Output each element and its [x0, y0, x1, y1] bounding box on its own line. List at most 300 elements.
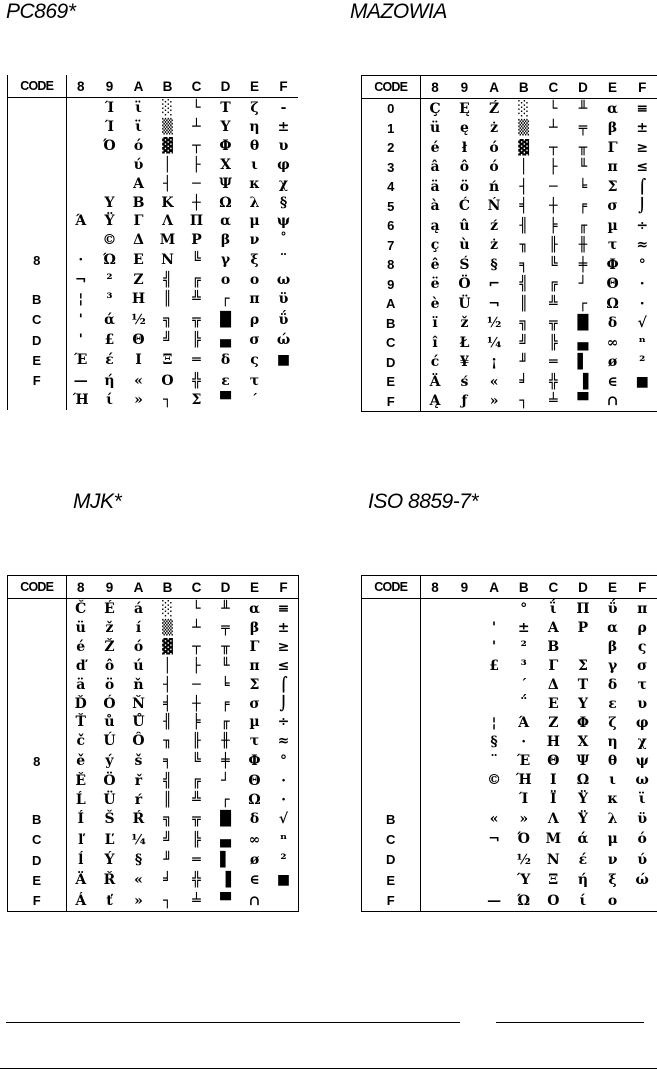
- char-cell: ░: [162, 600, 173, 617]
- char-cell: έ: [578, 851, 588, 868]
- char-cell: ≤: [277, 657, 290, 674]
- char-cell: Α: [133, 175, 144, 192]
- char-cell: └: [192, 600, 201, 617]
- char-cell: ┐: [163, 892, 172, 909]
- char-cell: ▓: [518, 139, 530, 156]
- char-cell: ±: [277, 118, 290, 135]
- table-row: [8, 675, 298, 694]
- char-cell: Ô: [132, 733, 145, 750]
- table-row: [8, 637, 298, 656]
- char-cell: ─: [549, 178, 558, 195]
- row-label: [8, 193, 66, 212]
- char-cell: ╙: [221, 657, 230, 674]
- char-cell: Γ: [133, 213, 144, 230]
- char-cell: Π: [576, 600, 590, 617]
- char-cell: [66, 174, 95, 193]
- table-row: [8, 713, 298, 732]
- char-cell: ę: [459, 120, 469, 137]
- char-cell: ς: [637, 638, 647, 655]
- char-cell: ΰ: [607, 600, 618, 617]
- char-cell: ¬: [488, 831, 500, 848]
- column-header: 9: [450, 76, 480, 99]
- table-row: [362, 870, 657, 890]
- char-cell: ─: [192, 676, 201, 693]
- char-cell: ÷: [277, 714, 290, 731]
- char-cell: Σ: [577, 657, 588, 674]
- table-row: [8, 809, 298, 829]
- char-cell: ┐: [163, 392, 172, 409]
- char-cell: [66, 117, 95, 136]
- table-row: [362, 599, 657, 619]
- char-cell: ύ: [133, 156, 144, 173]
- char-cell: π: [607, 159, 618, 176]
- char-cell: ╓: [578, 217, 588, 234]
- char-cell: Ο: [547, 892, 560, 909]
- char-cell: Ç: [429, 100, 441, 117]
- char-cell: √: [278, 811, 289, 828]
- table-row: [8, 330, 298, 350]
- code-table-mjk: [7, 575, 299, 912]
- char-cell: ≥: [277, 638, 290, 655]
- char-cell: Σ: [249, 676, 260, 693]
- row-label: 4: [362, 177, 420, 196]
- char-cell: [479, 850, 509, 870]
- char-cell: [450, 733, 480, 752]
- char-cell: [66, 155, 95, 174]
- char-cell: ║: [163, 291, 172, 308]
- char-cell: γ: [607, 657, 618, 674]
- char-cell: Ć: [458, 198, 471, 215]
- table-row: [362, 618, 657, 637]
- row-label: B: [8, 289, 66, 309]
- char-cell: ╥: [578, 139, 588, 156]
- row-label: [8, 174, 66, 193]
- table-row: [362, 352, 657, 371]
- char-cell: ╣: [519, 276, 528, 293]
- char-cell: ύ: [637, 851, 648, 868]
- char-cell: ⌠: [638, 178, 647, 195]
- char-cell: ┤: [163, 676, 172, 693]
- code-table-mazowia: [361, 75, 657, 412]
- char-cell: ù: [459, 237, 470, 254]
- char-cell: [450, 771, 480, 790]
- row-label: [8, 790, 66, 809]
- char-cell: Έ: [517, 753, 531, 770]
- char-cell: ¬: [74, 271, 87, 288]
- char-cell: [269, 891, 298, 911]
- char-cell: Ń: [487, 198, 501, 215]
- char-cell: Ά: [518, 715, 530, 732]
- char-cell: ╧: [549, 393, 558, 410]
- code-header: CODE: [8, 576, 66, 599]
- char-cell: è: [430, 295, 440, 312]
- char-cell: Τ: [577, 676, 589, 693]
- row-label: [8, 117, 66, 136]
- char-cell: [66, 193, 95, 212]
- char-cell: Ä: [75, 872, 87, 889]
- char-cell: Ή: [72, 392, 89, 409]
- title-mazowia: MAZOWIA: [350, 0, 447, 23]
- char-cell: [420, 850, 450, 870]
- char-cell: ·: [281, 791, 286, 808]
- char-cell: [66, 136, 95, 155]
- code-table-iso8859-7: [361, 575, 657, 912]
- char-cell: Ś: [459, 256, 470, 273]
- table-row: [8, 136, 298, 155]
- char-cell: ∈: [249, 872, 260, 889]
- table-row: [362, 637, 657, 656]
- char-cell: ö: [104, 676, 115, 693]
- table-row: [362, 158, 657, 177]
- char-cell: «: [134, 872, 143, 889]
- column-header: F: [269, 75, 298, 98]
- char-cell: ': [78, 311, 83, 328]
- char-cell: Ŕ: [132, 811, 145, 828]
- row-label: 3: [362, 158, 420, 177]
- char-cell: ΐ: [549, 600, 557, 617]
- char-cell: Á: [75, 892, 87, 909]
- char-cell: υ: [637, 696, 648, 713]
- char-cell: Č: [75, 600, 87, 617]
- char-cell: Ό: [103, 137, 116, 154]
- char-cell: π: [249, 657, 260, 674]
- char-cell: Σ: [191, 392, 202, 409]
- column-header: F: [627, 576, 657, 599]
- char-cell: ┌: [221, 791, 230, 808]
- row-label: A: [362, 294, 420, 313]
- char-cell: ς: [250, 352, 259, 369]
- char-cell: ρ: [637, 619, 647, 636]
- row-label: F: [362, 391, 420, 411]
- table-row: [362, 675, 657, 694]
- char-cell: ╘: [221, 676, 230, 693]
- char-cell: ╛: [163, 872, 172, 889]
- char-cell: ο: [607, 892, 618, 909]
- char-cell: ╝: [163, 332, 172, 349]
- char-cell: τ: [637, 676, 647, 693]
- column-header: 8: [66, 75, 95, 98]
- char-cell: β: [607, 638, 618, 655]
- table-row: [8, 656, 298, 675]
- table-row: [8, 751, 298, 771]
- char-cell: ´: [251, 392, 258, 409]
- column-header: 9: [95, 576, 124, 599]
- table-row: [362, 809, 657, 829]
- char-cell: μ: [607, 831, 618, 848]
- column-header: E: [598, 576, 628, 599]
- char-cell: ±: [517, 619, 530, 636]
- char-cell: ├: [549, 159, 558, 176]
- row-label: 8: [8, 250, 66, 270]
- column-header: E: [240, 75, 269, 98]
- column-header: B: [153, 75, 182, 98]
- char-cell: [450, 752, 480, 771]
- char-cell: ζ: [608, 715, 617, 732]
- char-cell: ▄: [220, 332, 231, 349]
- char-cell: ή: [104, 372, 115, 389]
- column-header: C: [182, 576, 211, 599]
- char-cell: φ: [635, 715, 649, 732]
- table-row: [8, 212, 298, 231]
- char-cell: č: [76, 733, 86, 750]
- char-cell: Φ: [576, 715, 590, 732]
- column-header: 8: [420, 576, 450, 599]
- table-row: [362, 829, 657, 849]
- char-cell: ξ: [608, 872, 617, 889]
- char-cell: ╗: [163, 311, 172, 328]
- row-label: E: [362, 372, 420, 391]
- column-header: A: [124, 75, 153, 98]
- char-cell: ┬: [549, 139, 558, 156]
- footer-rule-right: [496, 1022, 644, 1023]
- row-label: [8, 675, 66, 694]
- char-cell: █: [220, 811, 231, 828]
- char-cell: χ: [278, 175, 289, 192]
- char-cell: «: [489, 811, 499, 828]
- char-cell: ╓: [221, 714, 230, 731]
- char-cell: ž: [460, 315, 469, 332]
- char-cell: ϋ: [637, 811, 648, 828]
- char-cell: ╦: [192, 311, 201, 328]
- char-cell: ▌: [577, 354, 589, 371]
- char-cell: [420, 809, 450, 829]
- char-cell: ▀: [220, 892, 231, 909]
- char-cell: ╝: [163, 831, 172, 848]
- char-cell: ě: [76, 753, 86, 770]
- char-cell: [450, 829, 480, 849]
- char-cell: ┌: [578, 295, 588, 312]
- char-cell: ·: [521, 734, 527, 751]
- char-cell: ²: [520, 638, 527, 655]
- column-header: B: [509, 576, 539, 599]
- char-cell: é: [76, 638, 86, 655]
- char-cell: ▓: [162, 638, 173, 655]
- row-label: [8, 212, 66, 231]
- char-cell: Χ: [220, 156, 231, 173]
- char-cell: [420, 733, 450, 752]
- char-cell: τ: [249, 733, 260, 750]
- char-cell: ■: [276, 352, 291, 369]
- row-label: [362, 694, 420, 713]
- char-cell: ί: [579, 892, 587, 909]
- char-cell: ╝: [519, 334, 528, 351]
- char-cell: [450, 790, 480, 809]
- char-cell: ╚: [192, 753, 201, 770]
- table-row: [362, 99, 657, 119]
- char-cell: μ: [249, 213, 260, 230]
- row-label: D: [362, 850, 420, 870]
- char-cell: ╕: [519, 256, 528, 273]
- char-cell: Ó: [103, 695, 116, 712]
- table-row: [362, 372, 657, 391]
- char-cell: ╞: [192, 714, 201, 731]
- char-cell: ∞: [248, 831, 261, 848]
- row-label: [8, 155, 66, 174]
- column-header: E: [598, 76, 628, 99]
- char-cell: Ό: [517, 831, 530, 848]
- char-cell: ¨: [490, 753, 498, 770]
- char-cell: ω: [635, 772, 649, 789]
- row-label: B: [362, 313, 420, 332]
- char-cell: ╗: [163, 811, 172, 828]
- char-cell: ░: [162, 99, 173, 116]
- row-label: [362, 637, 420, 656]
- char-cell: §: [279, 194, 288, 211]
- char-cell: ľ: [78, 831, 84, 848]
- char-cell: -: [280, 99, 287, 116]
- char-cell: ú: [133, 657, 144, 674]
- row-label: [8, 713, 66, 732]
- char-cell: ▄: [577, 334, 589, 351]
- char-cell: ▒: [162, 619, 173, 636]
- char-cell: ⌠: [279, 676, 288, 693]
- char-cell: ╖: [519, 237, 528, 254]
- character-grid: [8, 576, 298, 911]
- row-label: [8, 771, 66, 790]
- char-cell: ó: [133, 638, 144, 655]
- char-cell: ▌: [220, 852, 231, 869]
- table-row: [362, 138, 657, 157]
- char-cell: Ο: [161, 372, 174, 389]
- char-cell: ν: [607, 851, 618, 868]
- char-cell: ┤: [163, 175, 172, 192]
- title-mjk: MJK*: [73, 490, 122, 513]
- char-cell: Ϋ: [104, 213, 115, 230]
- table-row: [8, 732, 298, 751]
- column-header: F: [627, 76, 657, 99]
- char-cell: ψ: [635, 753, 649, 770]
- char-cell: ¦: [78, 291, 84, 308]
- char-cell: Ι: [135, 352, 142, 369]
- char-cell: ╤: [221, 619, 230, 636]
- char-cell: Β: [547, 638, 560, 655]
- char-cell: ż: [490, 120, 499, 137]
- char-cell: ³: [520, 657, 527, 674]
- char-cell: «: [134, 372, 143, 389]
- table-row: [362, 656, 657, 675]
- char-cell: ∈: [607, 373, 618, 390]
- char-cell: ť: [106, 892, 113, 909]
- char-cell: ¦: [491, 715, 497, 732]
- char-cell: ώ: [276, 332, 291, 349]
- column-header: 8: [420, 76, 450, 99]
- table-row: [362, 733, 657, 752]
- table-row: [8, 174, 298, 193]
- char-cell: [627, 891, 657, 911]
- row-label: [8, 391, 66, 410]
- table-row: [8, 618, 298, 637]
- char-cell: σ: [249, 332, 260, 349]
- row-label: [8, 618, 66, 637]
- char-cell: φ: [277, 156, 290, 173]
- char-cell: ┼: [192, 695, 201, 712]
- char-cell: ■: [276, 872, 291, 889]
- char-cell: Φ: [248, 753, 261, 770]
- char-cell: Θ: [606, 276, 619, 293]
- char-cell: °: [280, 753, 287, 770]
- char-cell: á: [133, 600, 144, 617]
- char-cell: ╘: [578, 178, 588, 195]
- char-cell: ć: [430, 354, 440, 371]
- char-cell: ł: [461, 139, 468, 156]
- char-cell: [420, 870, 450, 890]
- char-cell: ü: [75, 619, 86, 636]
- char-cell: Ώ: [517, 892, 531, 909]
- char-cell: Ψ: [576, 753, 590, 770]
- char-cell: δ: [607, 315, 618, 332]
- char-cell: α: [220, 213, 231, 230]
- column-header: D: [211, 75, 240, 98]
- char-cell: Θ: [547, 753, 560, 770]
- char-cell: [450, 870, 480, 890]
- row-label: [362, 656, 420, 675]
- code-header: CODE: [362, 76, 420, 99]
- char-cell: ╪: [221, 753, 230, 770]
- char-cell: γ: [220, 252, 231, 269]
- char-cell: ┴: [549, 120, 558, 137]
- table-row: [362, 714, 657, 733]
- char-cell: ΄: [520, 676, 528, 693]
- char-cell: Ž: [104, 638, 115, 655]
- char-cell: [450, 675, 480, 694]
- char-cell: Ί: [519, 791, 529, 808]
- char-cell: ˚: [280, 232, 287, 249]
- char-cell: §: [134, 852, 143, 869]
- char-cell: »: [134, 392, 143, 409]
- char-cell: ╢: [163, 714, 172, 731]
- char-cell: ί: [106, 392, 113, 409]
- char-cell: ╡: [519, 198, 528, 215]
- char-cell: [450, 637, 480, 656]
- char-cell: Ň: [132, 695, 145, 712]
- char-cell: ο: [249, 271, 260, 288]
- char-cell: ┌: [221, 291, 230, 308]
- row-label: [8, 694, 66, 713]
- char-cell: ▒: [162, 118, 173, 135]
- char-cell: [420, 675, 450, 694]
- char-cell: ϊ: [135, 118, 142, 135]
- char-cell: »: [519, 811, 529, 828]
- column-header: A: [479, 76, 509, 99]
- char-cell: —: [487, 892, 502, 909]
- char-cell: Ώ: [103, 252, 116, 269]
- char-cell: [450, 850, 480, 870]
- char-cell: ┴: [192, 619, 201, 636]
- char-cell: υ: [278, 137, 289, 154]
- row-label: E: [362, 870, 420, 890]
- char-cell: ╩: [192, 791, 201, 808]
- char-cell: Ľ: [104, 831, 115, 848]
- char-cell: ': [78, 332, 83, 349]
- char-cell: ι: [251, 156, 258, 173]
- char-cell: ·: [639, 276, 645, 293]
- char-cell: ń: [488, 178, 500, 195]
- char-cell: [420, 599, 450, 619]
- char-cell: [66, 98, 95, 118]
- char-cell: ╥: [221, 638, 230, 655]
- char-cell: µ: [607, 217, 618, 234]
- row-label: 8: [8, 751, 66, 771]
- row-label: [8, 136, 66, 155]
- char-cell: Ύ: [517, 872, 531, 889]
- char-cell: [568, 637, 598, 656]
- char-cell: ∩: [248, 892, 261, 909]
- char-cell: ΰ: [278, 311, 289, 328]
- char-cell: λ: [249, 194, 260, 211]
- char-cell: ½: [486, 315, 502, 332]
- row-label: 9: [362, 275, 420, 294]
- table-row: [8, 350, 298, 370]
